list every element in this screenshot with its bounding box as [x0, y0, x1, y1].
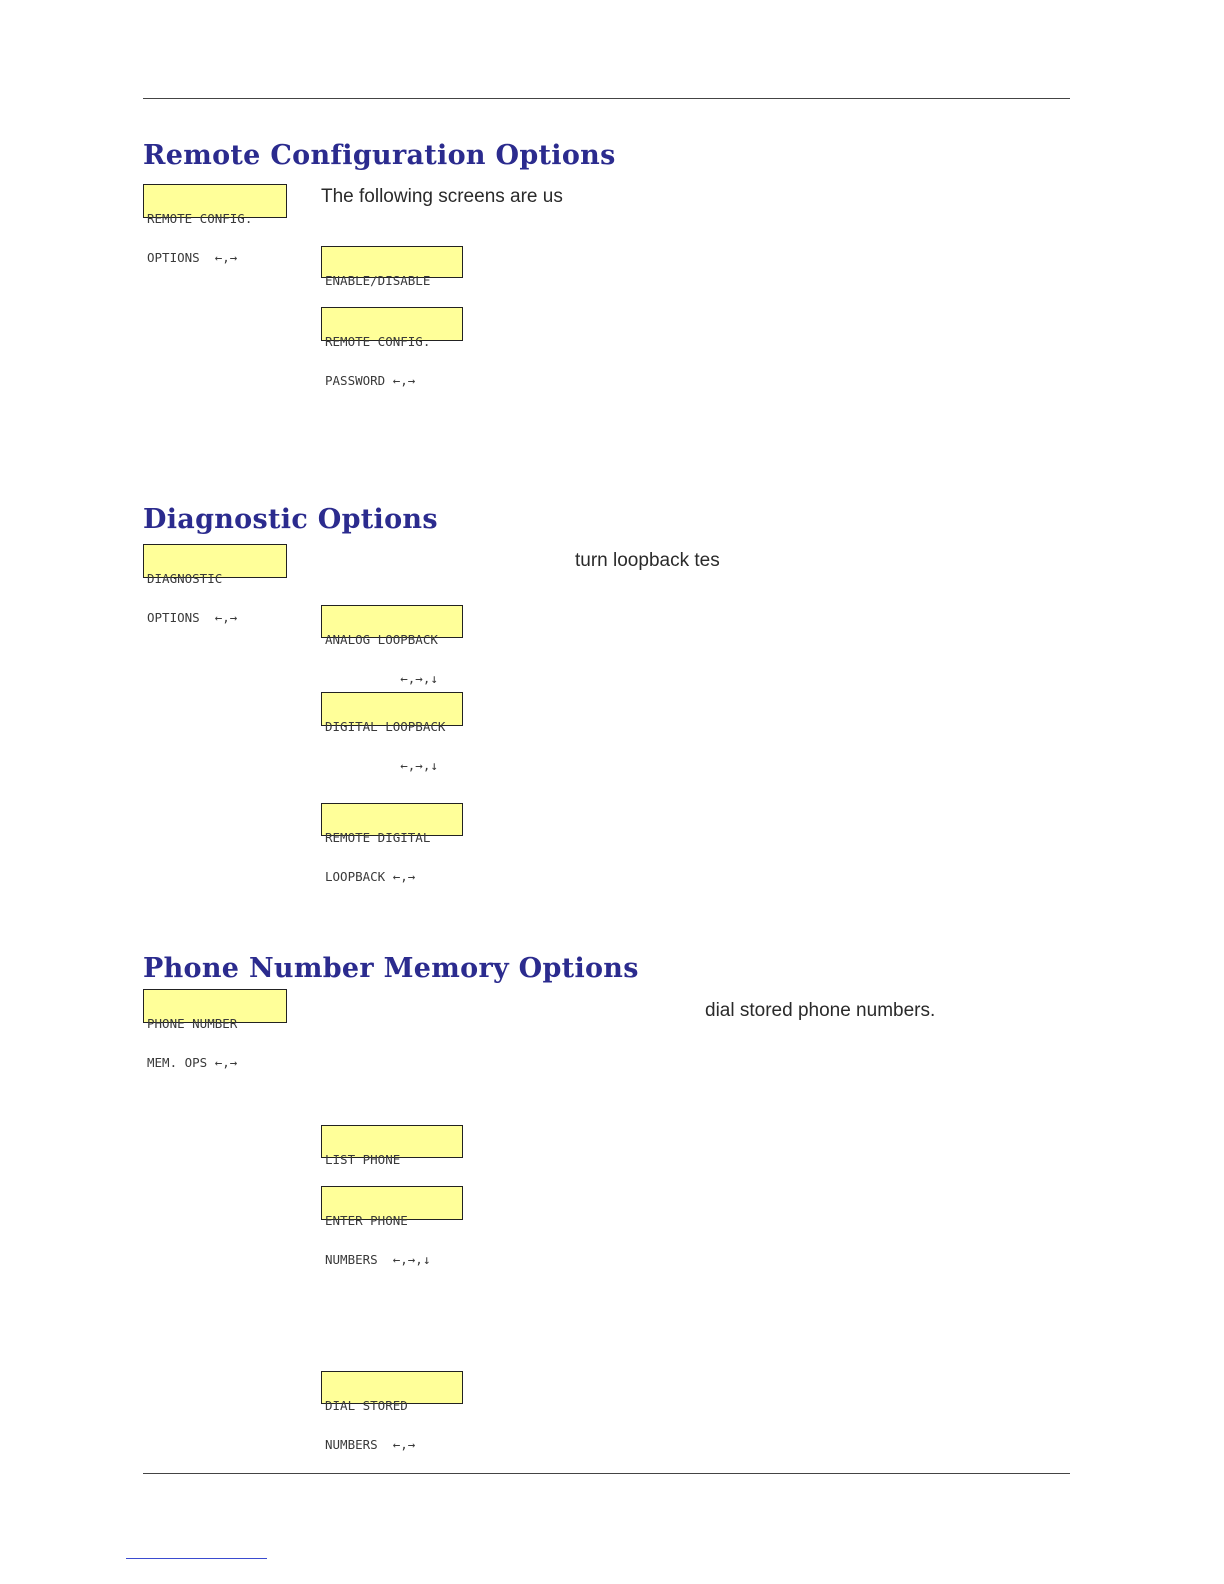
lcd-list-phone-numbers — [321, 1125, 463, 1167]
lcd-line: ENABLE/DISABLE — [325, 273, 431, 288]
lcd-line: ANALOG LOOPBACK — [325, 632, 438, 647]
section-title-phone-memory: Phone Number Memory Options — [143, 953, 639, 984]
lcd-line: NUMBERS ←,→ — [325, 1437, 416, 1452]
lcd-digital-loopback — [321, 692, 463, 773]
lcd-line: REMOTE DIGITAL — [325, 830, 431, 845]
lcd-phone-number-mem-ops — [143, 989, 287, 1070]
lcd-line: ENTER PHONE — [325, 1213, 408, 1228]
lcd-line: PASSWORD ←,→ — [325, 373, 416, 388]
lcd-diagnostic-options — [143, 544, 287, 625]
lcd-line: ←,→,↓ — [325, 671, 438, 686]
lcd-enter-phone-numbers — [321, 1186, 463, 1267]
lcd-line: OPTIONS ←,→ — [147, 250, 238, 265]
remote-config-intro-text: The following screens are us — [321, 186, 563, 207]
lcd-remote-config-options — [143, 184, 287, 265]
lcd-line: LOOPBACK ←,→ — [325, 869, 416, 884]
lcd-line: OPTIONS ←,→ — [147, 610, 238, 625]
section-title-remote-config: Remote Configuration Options — [143, 140, 616, 171]
lcd-line: MEM. OPS ←,→ — [147, 1055, 238, 1070]
lcd-line: REMOTE CONFIG. — [325, 334, 431, 349]
lcd-line: LIST PHONE — [325, 1152, 401, 1167]
lcd-line: DIGITAL LOOPBACK — [325, 719, 446, 734]
phone-memory-intro-text: dial stored phone numbers. — [705, 1000, 936, 1021]
header-rule — [143, 98, 1070, 99]
diagnostic-intro-text: turn loopback tes — [575, 550, 720, 571]
footer-rule — [143, 1473, 1070, 1474]
lcd-analog-loopback — [321, 605, 463, 686]
lcd-line: NUMBERS ←,→,↓ — [325, 1252, 431, 1267]
lcd-line: ←,→,↓ — [325, 758, 438, 773]
lcd-line: DIAGNOSTIC — [147, 571, 223, 586]
section-title-diagnostic: Diagnostic Options — [143, 504, 438, 535]
lcd-dial-stored-numbers — [321, 1371, 463, 1452]
lcd-line: PHONE NUMBER — [147, 1016, 238, 1031]
lcd-line: DIAL STORED — [325, 1398, 408, 1413]
lcd-remote-config-password — [321, 307, 463, 388]
footer-link-underline[interactable] — [126, 1558, 267, 1559]
lcd-enable-disable-rc — [321, 246, 463, 288]
lcd-line: REMOTE CONFIG. — [147, 211, 253, 226]
lcd-remote-digital-loopback — [321, 803, 463, 884]
